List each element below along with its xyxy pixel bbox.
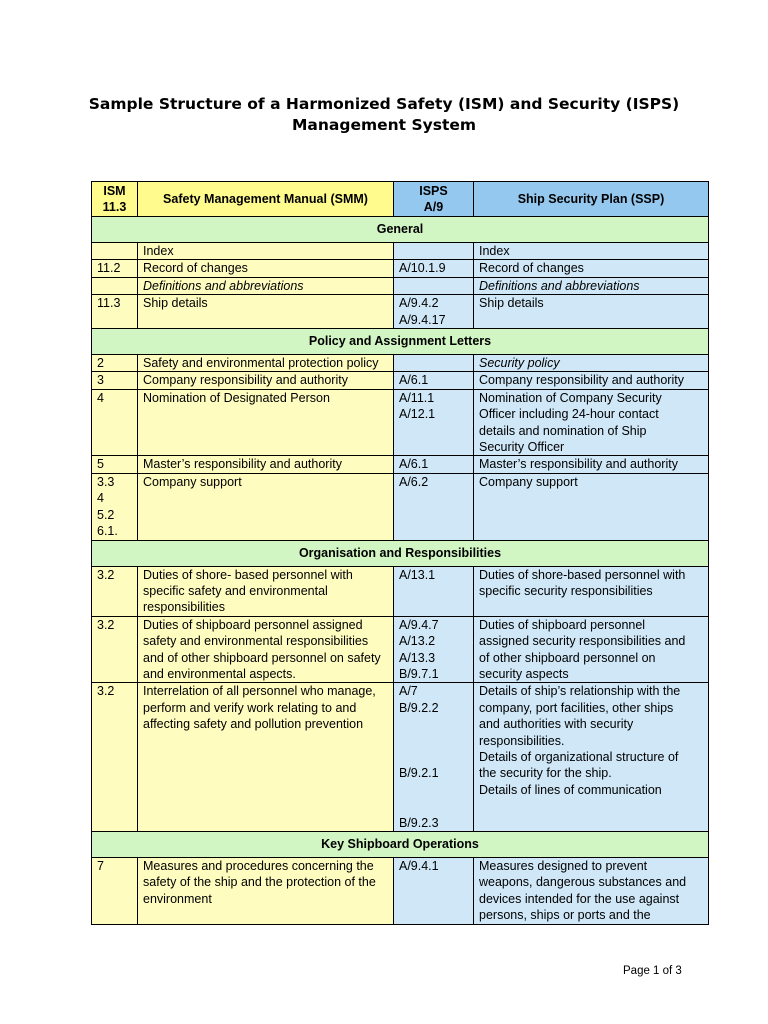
cell-ism: 3.2 [92,616,138,683]
cell-smm: Company support [138,473,394,540]
table-row [92,277,709,294]
title-line-1: Sample Structure of a Harmonized Safety (ISM) and Security (ISPS) [88,95,680,113]
table-row [92,456,709,473]
table-row [92,473,709,540]
section-header: Policy and Assignment Letters [92,329,709,355]
section-header: Organisation and Responsibilities [92,540,709,566]
cell-ssp: Index [474,243,709,260]
table-row [92,566,709,616]
header-smm: Safety Management Manual (SMM) [138,182,394,217]
cell-isps: A/7 B/9.2.2 B/9.2.1 B/9.2.3 [394,683,474,832]
cell-isps: A/6.1 [394,456,474,473]
table-row [92,389,709,456]
table-row [92,243,709,260]
cell-ssp: Master’s responsibility and authority [474,456,709,473]
table-row [92,616,709,683]
cell-isps: A/9.4.2 A/9.4.17 [394,295,474,329]
title-line-2: Management System [291,116,477,134]
cell-smm: Company responsibility and authority [138,372,394,389]
cell-ssp: Measures designed to prevent weapons, dangerous substances and devices intended for the use against persons, ships or ports and the [474,858,709,925]
cell-ssp: Ship details [474,295,709,329]
cell-ism: 2 [92,355,138,372]
structure-table [91,181,709,925]
cell-ssp: Nomination of Company Security Officer including 24-hour contact details and nomination of Ship Security Officer [474,389,709,456]
cell-ism [92,277,138,294]
cell-isps: A/9.4.7 A/13.2 A/13.3 B/9.7.1 [394,616,474,683]
cell-ism: 5 [92,456,138,473]
cell-ssp: Record of changes [474,260,709,277]
cell-isps: A/6.1 [394,372,474,389]
cell-smm: Duties of shipboard personnel assigned safety and environmental responsibilities and of other shipboard personnel on safety and environmental aspects. [138,616,394,683]
cell-smm: Ship details [138,295,394,329]
cell-isps [394,243,474,260]
table-row [92,355,709,372]
cell-ism: 3.2 [92,683,138,832]
document-title [0,94,768,136]
cell-ssp: Duties of shore-based personnel with specific security responsibilities [474,566,709,616]
cell-smm: Definitions and abbreviations [138,277,394,294]
page-number: Page 1 of 3 [623,965,682,977]
section-header: General [92,217,709,243]
cell-ism: 7 [92,858,138,925]
table-row [92,295,709,329]
cell-smm: Record of changes [138,260,394,277]
cell-smm: Duties of shore- based personnel with specific safety and environmental responsibilities [138,566,394,616]
cell-ssp: Security policy [474,355,709,372]
table-row [92,260,709,277]
table-row [92,858,709,925]
cell-smm: Index [138,243,394,260]
cell-ism: 4 [92,389,138,456]
header-isps: ISPS A/9 [394,182,474,217]
cell-ism: 11.3 [92,295,138,329]
cell-ssp: Company responsibility and authority [474,372,709,389]
cell-smm: Interrelation of all personnel who manage, perform and verify work relating to and affecting safety and pollution prevention [138,683,394,832]
cell-ssp: Definitions and abbreviations [474,277,709,294]
table-row [92,683,709,832]
header-ism: ISM 11.3 [92,182,138,217]
table-header-row [92,182,709,217]
cell-smm: Master’s responsibility and authority [138,456,394,473]
cell-ism: 3 [92,372,138,389]
cell-smm: Safety and environmental protection policy [138,355,394,372]
cell-isps: A/9.4.1 [394,858,474,925]
cell-isps [394,277,474,294]
cell-ssp: Duties of shipboard personnel assigned security responsibilities and of other shipboard personnel on security aspects [474,616,709,683]
header-ssp: Ship Security Plan (SSP) [474,182,709,217]
cell-isps: A/13.1 [394,566,474,616]
table-row [92,372,709,389]
cell-ism: 11.2 [92,260,138,277]
cell-isps: A/10.1.9 [394,260,474,277]
cell-ssp: Details of ship’s relationship with the company, port facilities, other ships and authorities with security responsibilities. Details of organizational structure of the security for the ship. Details of lines of communication [474,683,709,832]
cell-ism: 3.3 4 5.2 6.1. [92,473,138,540]
cell-ssp: Company support [474,473,709,540]
cell-isps: A/6.2 [394,473,474,540]
cell-smm: Nomination of Designated Person [138,389,394,456]
cell-smm: Measures and procedures concerning the safety of the ship and the protection of the environment [138,858,394,925]
cell-ism: 3.2 [92,566,138,616]
cell-ism [92,243,138,260]
cell-isps [394,355,474,372]
section-header: Key Shipboard Operations [92,832,709,858]
cell-isps: A/11.1 A/12.1 [394,389,474,456]
